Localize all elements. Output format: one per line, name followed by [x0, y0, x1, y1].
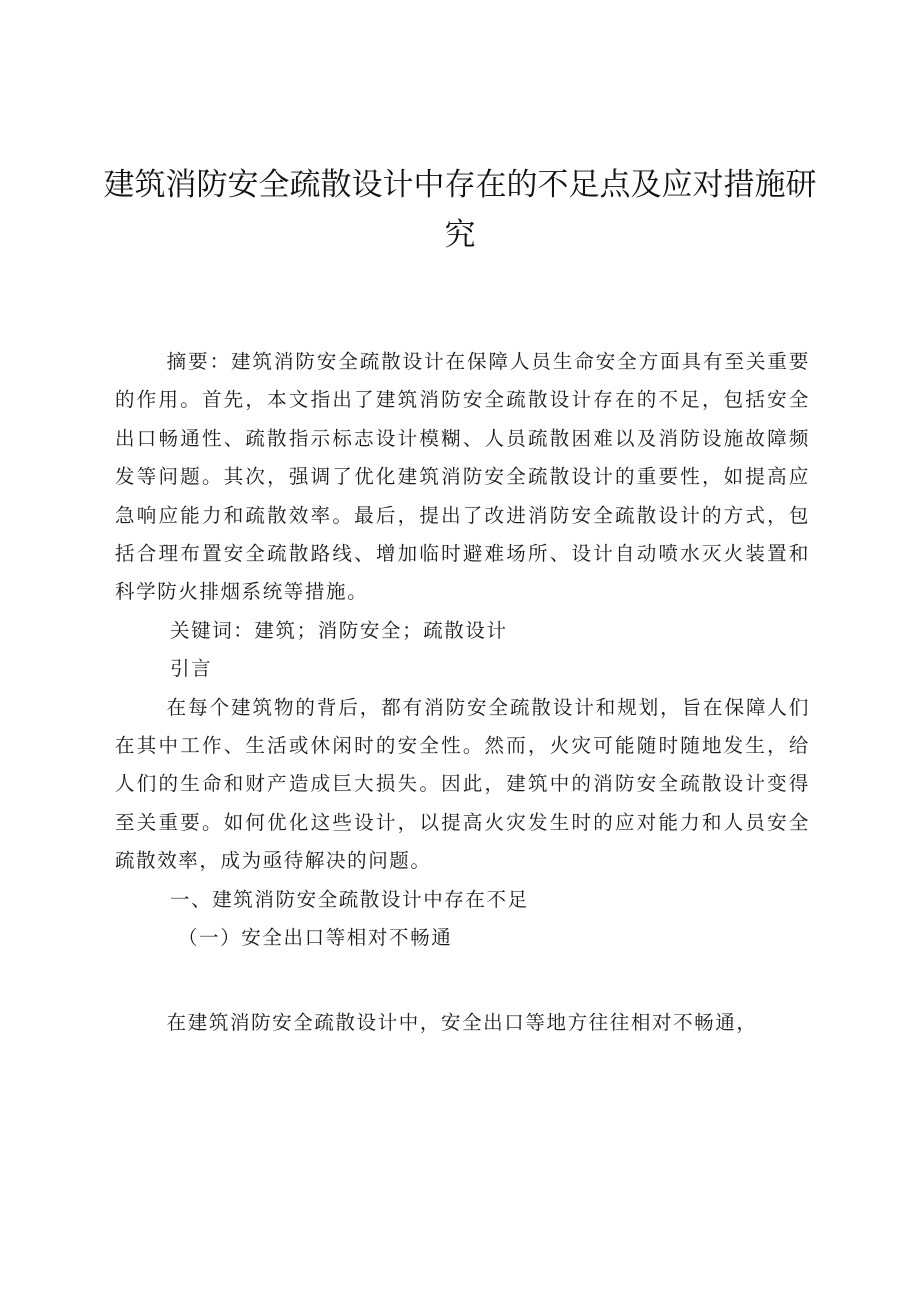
intro-paragraph: 在每个建筑物的背后，都有消防安全疏散设计和规划，旨在保障人们在其中工作、生活或休闲时的安全性。然而，火灾可能随时随地发生，给人们的生命和财产造成巨大损失。因此，建筑中的消防安全疏散设计变得至关重要。如何优化这些设计，以提高火灾发生时的应对能力和人员安全疏散效率，成为亟待解决的问题。 — [115, 695, 810, 873]
document-body — [115, 343, 810, 1042]
section-1-heading: 一、建筑消防安全疏散设计中存在不足 — [170, 887, 529, 911]
subsection-1-heading: （一）安全出口等相对不畅通 — [178, 926, 453, 950]
document-title: 建筑消防安全疏散设计中存在的不足点及应对措施研究 — [103, 167, 817, 253]
abstract-paragraph: 摘要：建筑消防安全疏散设计在保障人员生命安全方面具有至关重要的作用。首先，本文指出了建筑消防安全疏散设计存在的不足，包括安全出口畅通性、疏散指示标志设计模糊、人员疏散困难以及消防设施故障频发等问题。其次，强调了优化建筑消防安全疏散设计的重要性，如提高应急响应能力和疏散效率。最后，提出了改进消防安全疏散设计的方式，包括合理布置安全疏散路线、增加临时避难场所、设计自动喷水灭火装置和科学防火排烟系统等措施。 — [115, 350, 810, 604]
keywords-line: 关键词：建筑；消防安全；疏散设计 — [170, 618, 508, 642]
intro-heading: 引言 — [170, 657, 213, 681]
section-1-paragraph: 在建筑消防安全疏散设计中，安全出口等地方往往相对不畅通， — [166, 1010, 758, 1034]
